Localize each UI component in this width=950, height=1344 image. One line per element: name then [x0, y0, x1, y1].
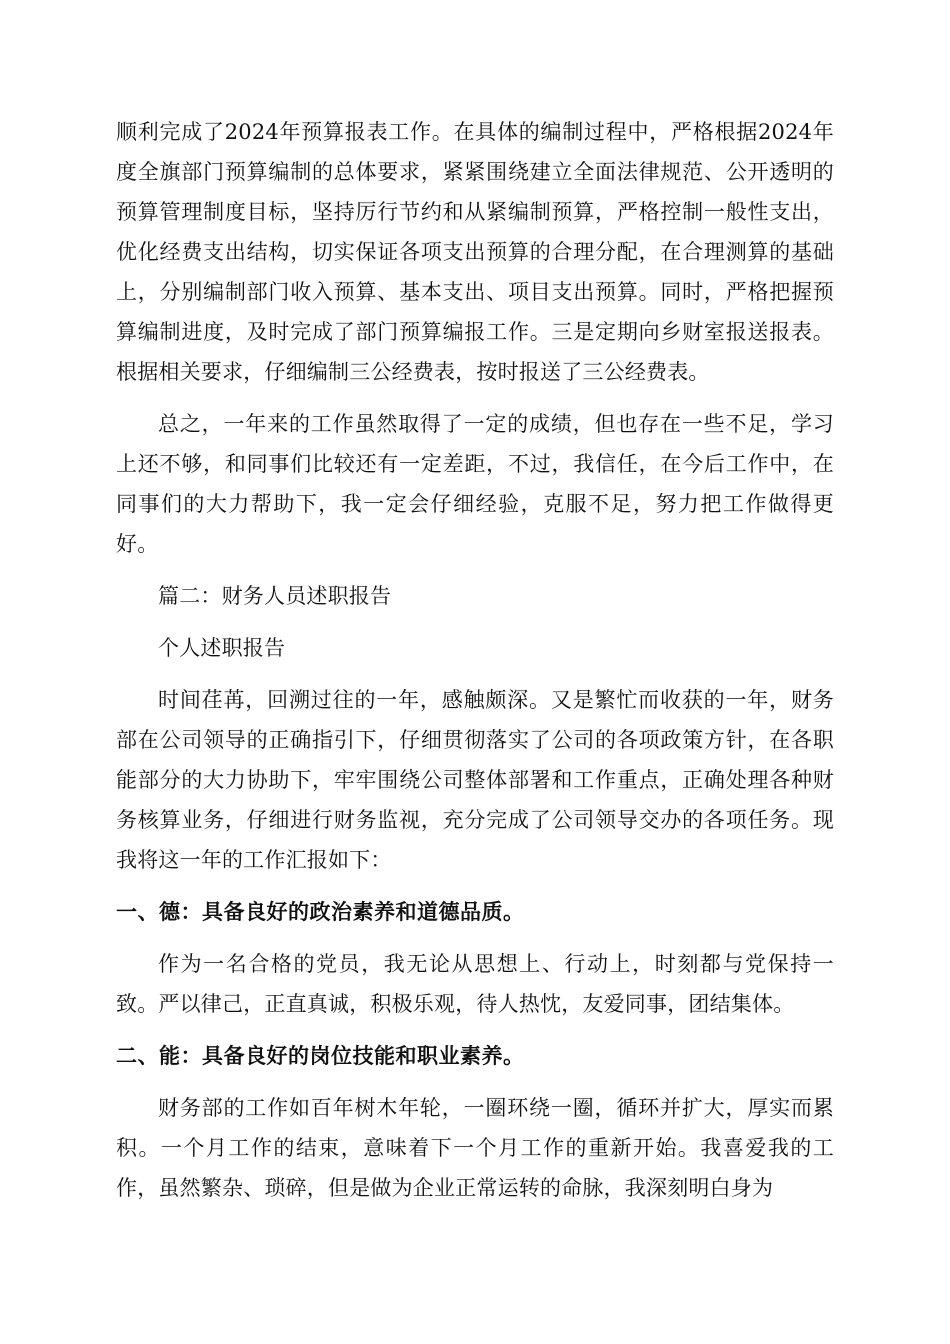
heading-ability: 二、能：具备良好的岗位技能和职业素养。 — [116, 1044, 525, 1068]
report-title: 个人述职报告 — [158, 636, 286, 660]
paragraph-budget-report: 顺利完成了2024年预算报表工作。在具体的编制过程中，严格根据2024年度全旗部门预算编制的总体要求，紧紧围绕建立全面法律规范、公开透明的预算管理制度目标，坚持厉行节约和从紧编制预算，严格控制一般性支出，优化经费支出结构，切实保证各项支出预算的合理分配，在合理测算的基础上，分别编制部门收入预算、基本支出、项目支出预算。同时，严格把握预算编制进度，及时完成了部门预算编报工作。三是定期向乡财室报送报表。根据相关要求，仔细编制三公经费表，按时报送了三公经费表。 — [116, 120, 834, 384]
document-page — [116, 112, 834, 1208]
paragraph-ability: 财务部的工作如百年树木年轮，一圈环绕一圈，循环并扩大，厚实而累积。一个月工作的结束，意味着下一个月工作的重新开始。我喜爱我的工作，虽然繁杂、琐碎，但是做为企业正常运转的命脉，我深刻明白身为 — [116, 1096, 834, 1200]
paragraph-summary: 总之，一年来的工作虽然取得了一定的成绩，但也存在一些不足，学习上还不够，和同事们比较还有一定差距，不过，我信任，在今后工作中，在同事们的大力帮助下，我一定会仔细经验，克服不足，努力把工作做得更好。 — [116, 412, 834, 556]
section-title-part-two: 篇二：财务人员述职报告 — [158, 584, 392, 608]
paragraph-intro: 时间荏苒，回溯过往的一年，感触颇深。又是繁忙而收获的一年，财务部在公司领导的正确指引下，仔细贯彻落实了公司的各项政策方针，在各职能部分的大力协助下，牢牢围绕公司整体部署和工作重点，正确处理各种财务核算业务，仔细进行财务监视，充分完成了公司领导交办的各项任务。现我将这一年的工作汇报如下： — [116, 688, 834, 872]
paragraph-virtue: 作为一名合格的党员，我无论从思想上、行动上，时刻都与党保持一致。严以律己，正直真诚，积极乐观，待人热忱，友爱同事，团结集体。 — [116, 952, 834, 1016]
heading-virtue: 一、德：具备良好的政治素养和道德品质。 — [116, 900, 525, 924]
